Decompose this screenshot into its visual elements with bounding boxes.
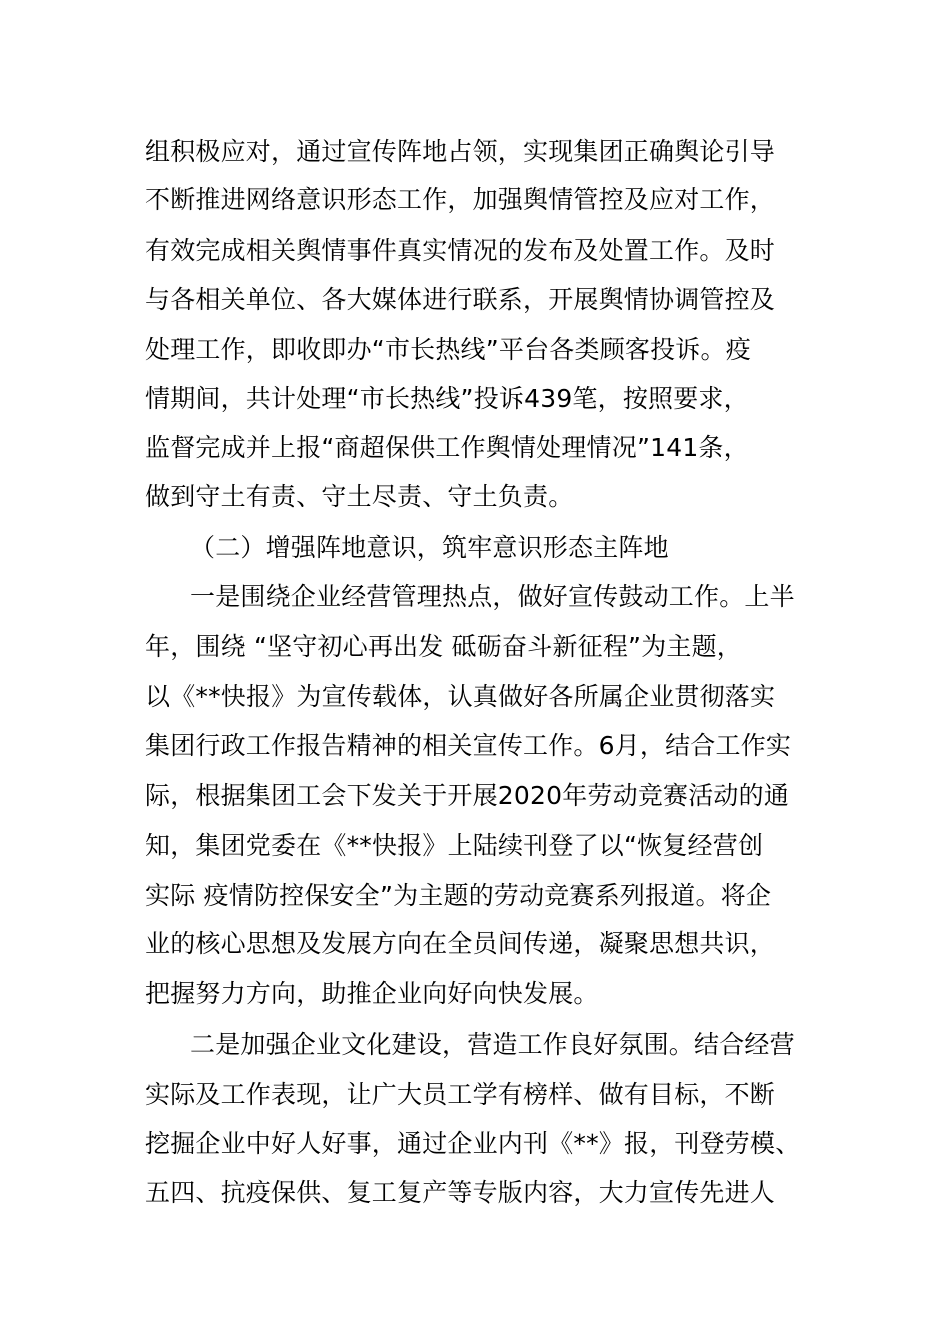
text-line: 年，围绕 “坚守初心再出发 砥砺奋斗新征程”为主题， [145, 632, 742, 661]
section-heading: （二）增强阵地意识，筑牢意识形态主阵地 [190, 533, 669, 562]
text-line: 有效完成相关舆情事件真实情况的发布及处置工作。及时 [145, 236, 776, 265]
text-line: 集团行政工作报告精神的相关宣传工作。6月，结合工作实 [145, 731, 792, 760]
text-line: 际，根据集团工会下发关于开展2020年劳动竞赛活动的通 [145, 781, 790, 810]
text-line: 挖掘企业中好人好事，通过企业内刊《**》报，刊登劳模、 [145, 1129, 801, 1158]
text-line: 组积极应对，通过宣传阵地占领，实现集团正确舆论引导 [145, 137, 776, 166]
text-line: 实际及工作表现，让广大员工学有榜样、做有目标，不断 [145, 1080, 776, 1109]
text-line: 以《**快报》为宣传载体，认真做好各所属企业贯彻落实 [145, 682, 776, 711]
text-line: 实际 疫情防控保安全”为主题的劳动竞赛系列报道。将企 [145, 881, 772, 910]
text-line: 不断推进网络意识形态工作，加强舆情管控及应对工作， [145, 185, 776, 214]
text-line: 把握努力方向，助推企业向好向快发展。 [145, 979, 599, 1008]
text-line: 情期间，共计处理“市长热线”投诉439笔，按照要求， [145, 384, 749, 413]
text-line: 处理工作，即收即办“市长热线”平台各类顾客投诉。疫 [145, 335, 751, 364]
text-line: 监督完成并上报“商超保供工作舆情处理情况”141条， [145, 433, 749, 462]
text-line: 业的核心思想及发展方向在全员间传递，凝聚思想共识， [145, 929, 776, 958]
text-line: 五四、抗疫保供、复工复产等专版内容，大力宣传先进人 [145, 1178, 776, 1207]
text-line: 知，集团党委在《**快报》上陆续刊登了以“恢复经营创 [145, 831, 764, 860]
text-line: 二是加强企业文化建设，营造工作良好氛围。结合经营 [190, 1030, 795, 1059]
text-line: 做到守土有责、守土尽责、守土负责。 [145, 482, 574, 511]
text-line: 与各相关单位、各大媒体进行联系，开展舆情协调管控及 [145, 285, 776, 314]
text-line: 一是围绕企业经营管理热点，做好宣传鼓动工作。上半 [190, 582, 795, 611]
